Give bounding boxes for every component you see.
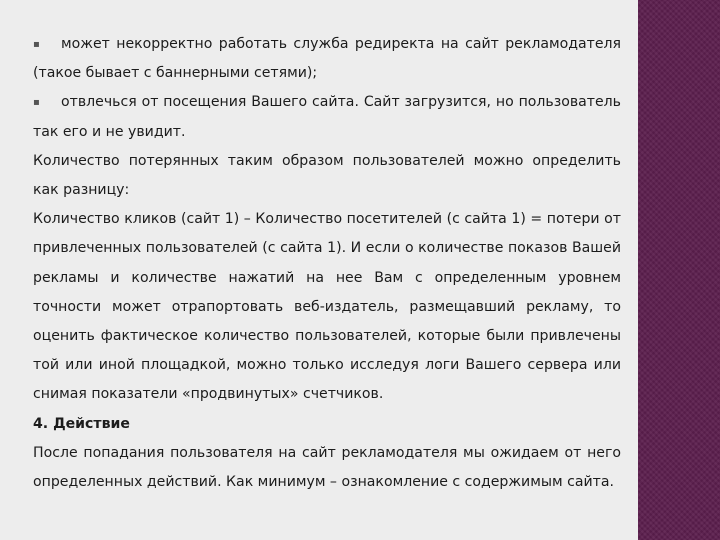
paragraph-lost-users: Количество потерянных таким образом пользователей можно определить как разницу:	[33, 152, 621, 199]
bullet-item-2	[33, 88, 621, 146]
bullet-text-1: может некорректно работать служба редиректа на сайт рекламодателя (такое бывает с баннерными сетями);	[33, 36, 621, 82]
bullet-square-icon: ▪	[33, 97, 40, 109]
slide-content	[33, 30, 621, 497]
paragraph-formula: Количество кликов (сайт 1) – Количество посетителей (с сайта 1) = потери от привлеченных пользователей (с сайта 1). И если о количестве показов Вашей рекламы и количестве нажатий на нее Вам с определенным уровнем точности может отрапортовать веб-издатель, размещавший рекламу, то оценить фактическое количество пользователей, которые были привлечены той или иной площадкой, можно только исследуя логи Вашего сервера или снимая показатели «продвинутых» счетчиков.	[33, 211, 621, 403]
paragraph-action: После попадания пользователя на сайт рекламодателя мы ожидаем от него определенных действий. Как минимум – ознакомление с содержимым сайта.	[33, 444, 621, 491]
bullet-item-1	[33, 30, 621, 88]
decorative-side-panel	[638, 0, 720, 540]
section-heading: 4. Действие	[33, 415, 130, 432]
bullet-text-2: отвлечься от посещения Вашего сайта. Сайт загрузится, но пользователь так его и не увидит.	[33, 94, 621, 140]
bullet-square-icon: ▪	[33, 39, 40, 50]
